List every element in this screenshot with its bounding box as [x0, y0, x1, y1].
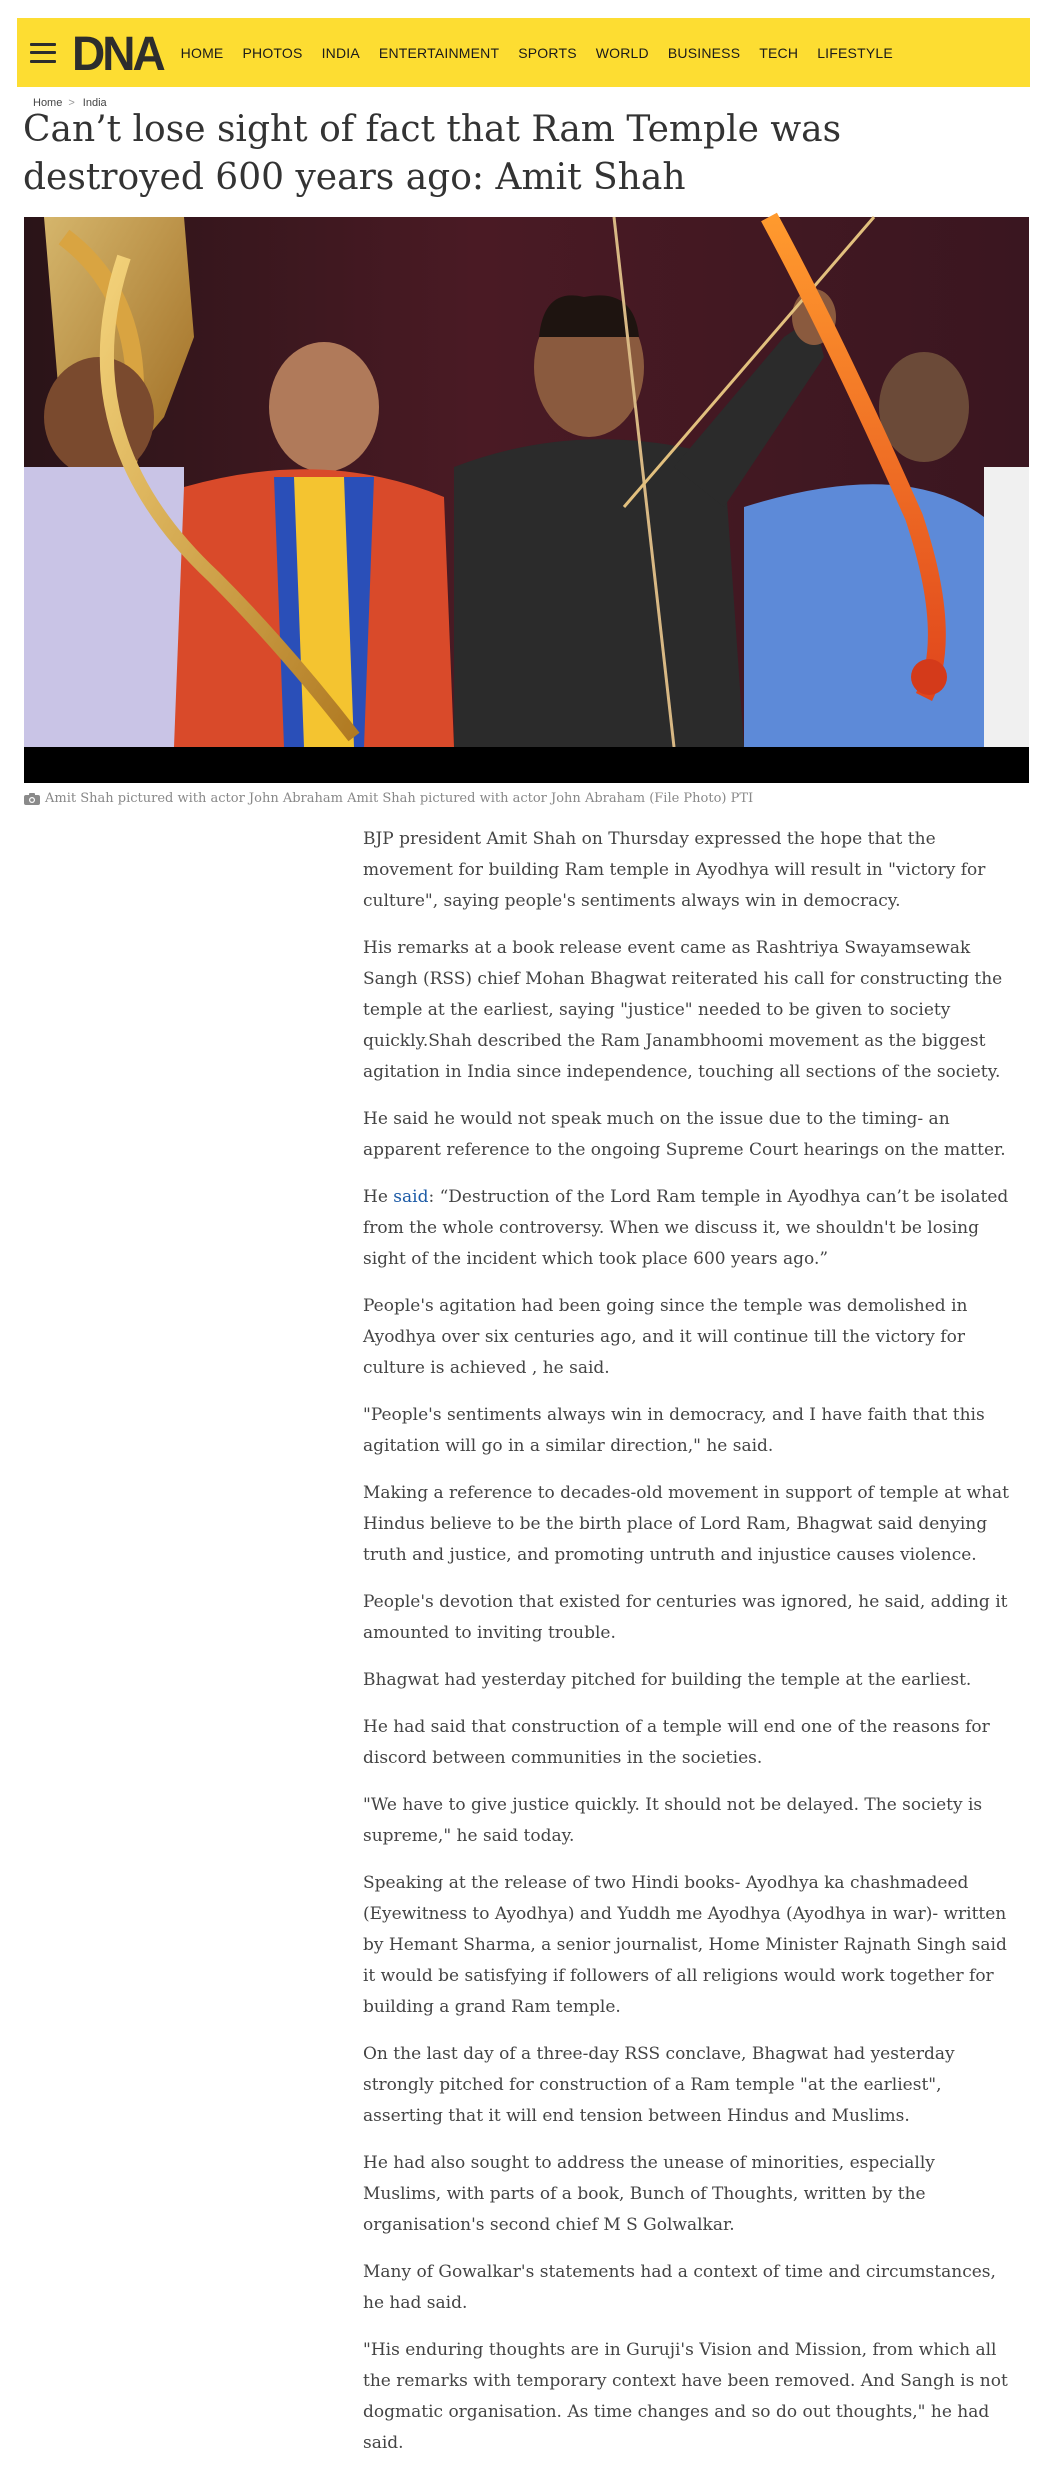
nav-link-lifestyle[interactable]: LIFESTYLE: [817, 44, 893, 61]
menu-icon[interactable]: [30, 43, 56, 63]
hero-photo-illustration: [24, 217, 1029, 783]
article-body: [363, 824, 1015, 2475]
top-navbar: [17, 18, 1030, 87]
nav-link-sports[interactable]: SPORTS: [518, 44, 577, 61]
image-caption: [24, 791, 753, 806]
article-paragraph: People's agitation had been going since the temple was demolished in Ayodhya over six centuries ago, and it will continue till the victory for culture is achieved , he said.: [363, 1296, 968, 1378]
quote-lead: He: [363, 1187, 394, 1207]
article-paragraph: His remarks at a book release event came as Rashtriya Swayamsewak Sangh (RSS) chief Mohan Bhagwat reiterated his call for constructing the temple at the earliest, saying "justice" needed to be given to society quickly.Shah described the Ram Janambhoomi movement as the biggest agitation in India since independence, touching all sections of the society.: [363, 938, 1003, 1082]
article-paragraph: On the last day of a three-day RSS conclave, Bhagwat had yesterday strongly pitched for construction of a Ram temple "at the earliest", asserting that it will end tension between Hindus and Muslims.: [363, 2044, 955, 2126]
article-paragraph: Speaking at the release of two Hindi books- Ayodhya ka chashmadeed (Eyewitness to Ayodhya) and Yuddh me Ayodhya (Ayodhya in war)- written by Hemant Sharma, a senior journalist, Home Minister Rajnath Singh said it would be satisfying if followers of all religions would work together for building a grand Ram temple.: [363, 1873, 1007, 2017]
nav-link-entertainment[interactable]: ENTERTAINMENT: [378, 44, 500, 61]
article-headline: Can’t lose sight of fact that Ram Temple was destroyed 600 years ago: Amit Shah: [23, 109, 842, 198]
article-paragraph: BJP president Amit Shah on Thursday expressed the hope that the movement for building Ram temple in Ayodhya will result in "victory for culture", saying people's sentiments always win in democracy.: [363, 829, 986, 911]
nav-link-world[interactable]: WORLD: [595, 44, 649, 61]
breadcrumb-section[interactable]: India: [82, 97, 107, 109]
breadcrumb-separator: >: [68, 97, 75, 109]
site-logo[interactable]: DNA: [72, 25, 163, 80]
article-paragraph: He said he would not speak much on the issue due to the timing- an apparent reference to the ongoing Supreme Court hearings on the matter.: [363, 1109, 1006, 1160]
main-nav: [181, 45, 912, 61]
article-paragraph: He had said that construction of a temple will end one of the reasons for discord between communities in the societies.: [363, 1717, 990, 1768]
said-link[interactable]: said: [393, 1187, 429, 1207]
article-paragraph: Making a reference to decades-old movement in support of temple at what Hindus believe to be the birth place of Lord Ram, Bhagwat said denying truth and justice, and promoting untruth and injustice causes violence.: [363, 1483, 1009, 1565]
hero-image: [24, 217, 1029, 783]
article-paragraph: "People's sentiments always win in democracy, and I have faith that this agitation will go in a similar direction," he said.: [363, 1405, 985, 1456]
nav-link-tech[interactable]: TECH: [759, 44, 799, 61]
caption-text: Amit Shah pictured with actor John Abraham Amit Shah pictured with actor John Abraham (File Photo) PTI: [45, 791, 754, 806]
nav-link-india[interactable]: INDIA: [321, 44, 360, 61]
breadcrumb-home[interactable]: Home: [33, 97, 63, 109]
article-paragraph: "His enduring thoughts are in Guruji's Vision and Mission, from which all the remarks with temporary context have been removed. And Sangh is not dogmatic organisation. As time changes and so do out thoughts," he had said.: [363, 2340, 1008, 2453]
camera-icon: [24, 793, 40, 805]
article-paragraph: He had also sought to address the unease of minorities, especially Muslims, with parts of a book, Bunch of Thoughts, written by the organisation's second chief M S Golwalkar.: [363, 2153, 935, 2235]
article-quote-paragraph: [363, 1182, 1015, 1275]
article-paragraph: People's devotion that existed for centuries was ignored, he said, adding it amounted to inviting trouble.: [363, 1592, 1008, 1643]
nav-link-business[interactable]: BUSINESS: [667, 44, 741, 61]
nav-link-home[interactable]: HOME: [180, 44, 224, 61]
article-paragraph: Bhagwat had yesterday pitched for building the temple at the earliest.: [363, 1670, 972, 1690]
quote-text: : “Destruction of the Lord Ram temple in Ayodhya can’t be isolated from the whole controversy. When we discuss it, we shouldn't be losing sight of the incident which took place 600 years ago.”: [363, 1187, 1009, 1269]
nav-link-photos[interactable]: PHOTOS: [242, 44, 303, 61]
article-paragraph: Many of Gowalkar's statements had a context of time and circumstances, he had said.: [363, 2262, 996, 2313]
article-paragraph: "We have to give justice quickly. It should not be delayed. The society is supreme," he said today.: [363, 1795, 983, 1846]
